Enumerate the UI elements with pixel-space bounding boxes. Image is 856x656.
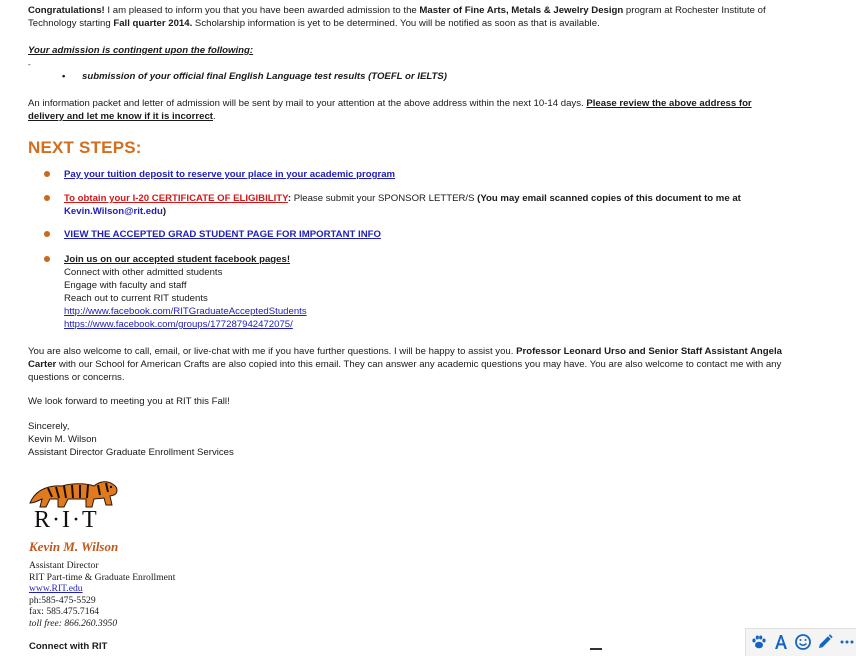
signature-dept: RIT Part-time & Graduate Enrollment (29, 571, 176, 583)
facebook-page-link[interactable]: http://www.facebook.com/RITGraduateAcceptedStudents (64, 306, 307, 317)
welcome-paragraph (28, 345, 788, 384)
sender-title: Assistant Director Graduate Enrollment Services (28, 447, 234, 458)
orange-bullet-icon (44, 171, 50, 177)
packet-paragraph (28, 97, 788, 123)
sincerely-text: Sincerely, (28, 421, 70, 432)
paw-icon[interactable] (750, 633, 768, 651)
welcome-text-1: You are also welcome to call, email, or live-chat with me if you have further questions. I will be happy to assist you. (28, 346, 517, 357)
close-paren: ) (162, 206, 167, 217)
step-i20 (64, 192, 764, 218)
closing-block (28, 420, 234, 459)
i20-colon: : (287, 193, 292, 204)
orange-bullet-icon (44, 231, 50, 237)
sender-name: Kevin M. Wilson (28, 434, 97, 445)
rit-logo-text: R·I·T (34, 507, 99, 533)
benefit-item: Reach out to current RIT students (64, 293, 208, 304)
dash-marker: - (28, 60, 31, 69)
step-grad-page (64, 228, 764, 241)
closing-remark: We look forward to meeting you at RIT this Fall! (28, 396, 230, 407)
email-copies-note: (You may email scanned copies of this document to me at (477, 193, 741, 204)
intro-text-2: program at Rochester Institute of Technology starting (28, 5, 766, 29)
orange-bullet-icon (44, 195, 50, 201)
tiger-logo-icon (28, 477, 120, 511)
welcome-text-2: with our School for American Crafts are also copied into this email. They can answer any academic questions you may have. You are also welcome to contact me with any questions or concerns. (28, 359, 782, 383)
facebook-heading: Join us on our accepted student facebook pages! (64, 254, 291, 265)
emoji-icon[interactable] (794, 633, 812, 651)
signature-name: Kevin M. Wilson (29, 539, 119, 554)
bullet-icon: • (62, 71, 66, 82)
step-tuition (64, 168, 764, 181)
sponsor-letter-text: Please submit your SPONSOR LETTER/S (291, 193, 478, 204)
grad-student-page-link[interactable]: VIEW THE ACCEPTED GRAD STUDENT PAGE FOR IMPORTANT INFO (64, 229, 381, 240)
packet-end: . (213, 111, 216, 122)
start-quarter: Fall quarter 2014. (113, 18, 193, 29)
address-review-note: Please review the above address for delivery and let me know if it is incorrect (28, 98, 752, 122)
pencil-icon[interactable] (816, 633, 834, 651)
next-steps-heading: NEXT STEPS: (28, 138, 142, 157)
tuition-deposit-link[interactable]: Pay your tuition deposit to reserve your place in your academic program (64, 169, 396, 180)
page-divider (590, 648, 602, 650)
i20-link[interactable]: To obtain your I-20 CERTIFICATE OF ELIGIBILITY (64, 193, 288, 204)
connect-heading: Connect with RIT (29, 641, 108, 652)
orange-bullet-icon (44, 256, 50, 262)
signature-fax: fax: 585.475.7164 (29, 606, 100, 617)
toefl-bullet-item (62, 70, 447, 83)
rit-website-link[interactable]: www.RIT.edu (29, 583, 83, 594)
more-icon[interactable] (838, 633, 856, 651)
signature-role: Assistant Director (29, 560, 99, 571)
facebook-group-link[interactable]: https://www.facebook.com/groups/177287942472075/ (64, 319, 293, 330)
benefit-item: Connect with other admitted students (64, 267, 223, 278)
signature-phone: ph:585-475-5529 (29, 594, 96, 606)
facebook-benefits (64, 266, 764, 331)
step-facebook (64, 253, 764, 331)
signature-details (29, 560, 175, 629)
program-name: Master of Fine Arts, Metals & Jewelry Design (419, 5, 624, 16)
intro-paragraph (28, 4, 788, 30)
font-icon[interactable] (772, 633, 790, 651)
advisor-email-link[interactable]: Kevin.Wilson@rit.edu (64, 206, 163, 217)
faculty-names: Professor Leonard Urso and Senior Staff Assistant Angela Carter (28, 346, 782, 370)
compose-toolbar (745, 628, 856, 656)
intro-text-3: Scholarship information is yet to be determined. You will be notified as soon as that is available. (192, 18, 600, 29)
intro-text-1: I am pleased to inform you that you have been awarded admission to the (104, 5, 420, 16)
benefit-item: Engage with faculty and staff (64, 280, 187, 291)
packet-text: An information packet and letter of admission will be sent by mail to your attention at the above address within the next 10-14 days. (28, 98, 587, 109)
toefl-requirement: submission of your official final English Language test results (TOEFL or IELTS) (82, 71, 447, 82)
signature-tollfree: toll free: 866.260.3950 (29, 617, 118, 629)
contingent-heading: Your admission is contingent upon the following: (28, 45, 254, 56)
congrats-text: Congratulations! (28, 5, 105, 16)
